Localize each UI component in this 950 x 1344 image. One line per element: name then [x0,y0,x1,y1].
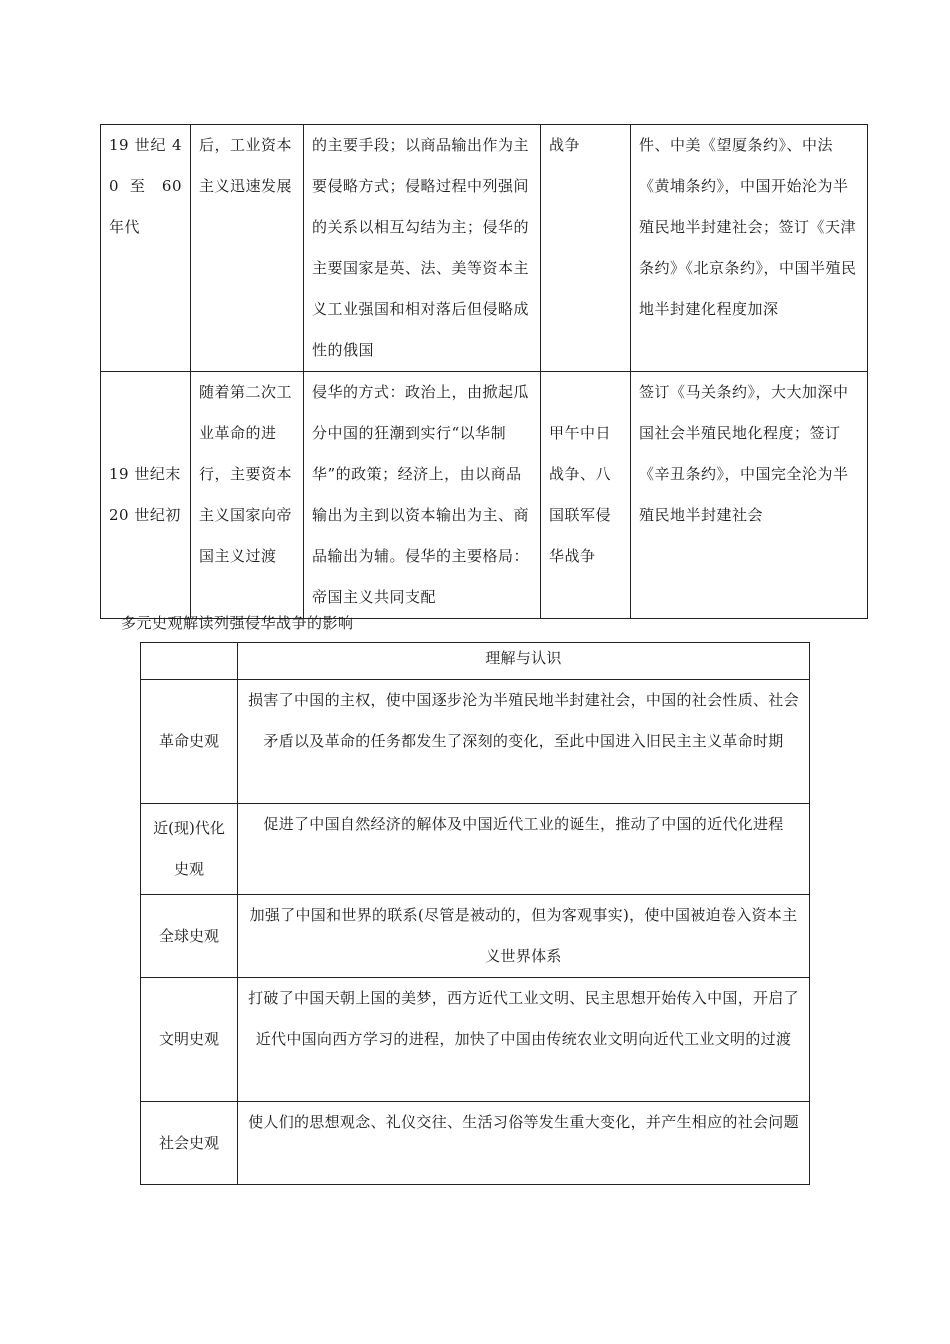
perspective-text: 使人们的思想观念、礼仪交往、生活习俗等发生重大变化，并产生相应的社会问题 [238,1102,810,1185]
table-row [101,372,868,619]
background-cell: 随着第二次工业革命的进行，主要资本主义国家向帝国主义过渡 [199,383,293,565]
perspective-label: 文明史观 [141,978,238,1102]
impact-cell: 签订《马关条约》，大大加深中国社会半殖民地化程度；签订《辛丑条约》，中国完全沦为半殖民地半封建社会 [639,383,849,524]
perspective-text: 促进了中国自然经济的解体及中国近代工业的诞生，推动了中国的近代化进程 [238,804,810,895]
features-cell: 侵华的方式：政治上，由掀起瓜分中国的狂潮到实行“以华制华”的政策；经济上，由以商品输出为主到以资本输出为主、商品输出为辅。侵华的主要格局：帝国主义共同支配 [312,383,530,606]
wars-cell: 战争 [549,136,581,154]
historical-perspectives-table [140,642,810,1185]
table-row [141,895,810,978]
impact-cell: 件、中美《望厦条约》、中法《黄埔条约》，中国开始沦为半殖民地半封建社会；签订《天津条约》《北京条约》，中国半殖民地半封建化程度加深 [639,136,857,318]
perspective-text: 损害了中国的主权，使中国逐步沦为半殖民地半封建社会，中国的社会性质、社会矛盾以及革命的任务都发生了深刻的变化，至此中国进入旧民主主义革命时期 [238,680,810,804]
wars-cell: 甲午中日战争、八国联军侵华战争 [549,424,612,565]
table-row [141,804,810,895]
invasion-periods-table [100,124,868,619]
table-header-row [141,643,810,680]
table-row [101,125,868,372]
features-cell: 的主要手段；以商品输出作为主要侵略方式；侵略过程中列强间的关系以相互勾结为主；侵华的主要国家是英、法、美等资本主义工业强国和相对落后但侵略成性的俄国 [312,136,530,359]
column-header: 理解与认识 [238,643,810,680]
perspective-label: 社会史观 [141,1102,238,1185]
period-cell: 19 世纪末 20 世纪初 [109,465,181,524]
perspective-label: 近(现)代化史观 [141,804,238,895]
perspective-label: 全球史观 [141,895,238,978]
table-row [141,680,810,804]
perspective-text: 加强了中国和世界的联系(尽管是被动的，但为客观事实)，使中国被迫卷入资本主义世界体系 [238,895,810,978]
perspective-text: 打破了中国天朝上国的美梦，西方近代工业文明、民主思想开始传入中国，开启了近代中国向西方学习的进程，加快了中国由传统农业文明向近代工业文明的过渡 [238,978,810,1102]
section-caption: 多元史观解读列强侵华战争的影响 [121,614,354,632]
table-row [141,1102,810,1185]
background-cell: 后，工业资本主义迅速发展 [199,136,293,195]
perspective-label: 革命史观 [141,680,238,804]
table-row [141,978,810,1102]
period-cell: 19 世纪 40 至 60 年代 [109,136,182,236]
